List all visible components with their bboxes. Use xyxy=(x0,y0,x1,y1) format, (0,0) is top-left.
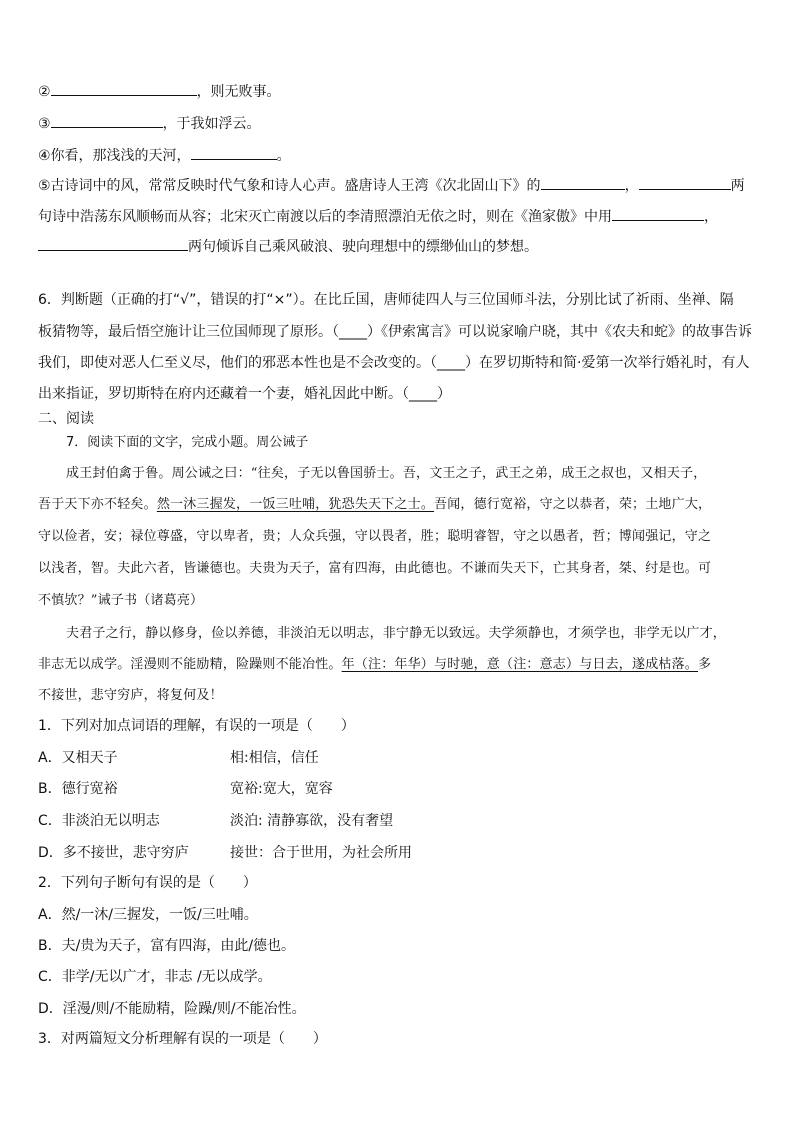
option-text: B．德行宽裕 xyxy=(38,781,118,797)
question-1-stem: 1．下列对加点词语的理解，有误的一项是（ ） xyxy=(38,718,355,734)
line-text: ⑤古诗词中的风，常常反映时代气象和诗人心声。盛唐诗人王湾《次北固山下》的 xyxy=(38,178,541,194)
answer-blank[interactable] xyxy=(639,176,731,190)
item-number: ② xyxy=(38,84,51,100)
fill-line-5c xyxy=(38,237,758,257)
fill-line-4 xyxy=(38,146,758,166)
passage1-line-3: 守以俭者，安；禄位尊盛，守以卑者，贵；人众兵强，守以畏者，胜；聪明睿智，守之以愚者，哲；博闻强记，守之 xyxy=(38,529,712,544)
q2-option-d[interactable]: D．淫漫/则/不能励精，险躁/则/不能冶性。 xyxy=(38,1001,306,1017)
line-text: 。 xyxy=(276,148,291,164)
passage2-line-1: 夫君子之行，静以修身，俭以养德，非淡泊无以明志，非宁静无以致远。夫学须静也，才须学也，非学无以广才， xyxy=(66,626,727,641)
q1-option-d[interactable] xyxy=(38,843,758,863)
underlined-sentence: 年（注：年华）与时驰，意（注：意志）与日去，遂成枯落。 xyxy=(341,657,699,672)
option-text: A．又相天子 xyxy=(38,750,118,766)
passage-text: 多 xyxy=(698,657,712,672)
fill-line-3 xyxy=(38,114,758,134)
line-text: ，则无败事。 xyxy=(196,84,281,100)
passage-text: 吾闻，德行宽裕，守之以恭者，荣；土地广大， xyxy=(434,497,712,512)
line-text: 两 xyxy=(730,178,745,194)
passage1-line-1: 成王封伯禽于鲁。周公诫之曰：“往矣，子无以鲁国骄士。吾，文王之子，武王之弟，成王之叔也，又相天子， xyxy=(66,466,707,481)
answer-blank[interactable] xyxy=(38,237,188,251)
question-7-title: 7．阅读下面的文字，完成小题。周公诫子 xyxy=(66,435,309,450)
q2-option-c[interactable]: C．非学/无以广才，非志 /无以成学。 xyxy=(38,969,272,985)
fill-line-5a xyxy=(38,176,758,196)
option-explanation: 宽裕:宽大，宽容 xyxy=(230,781,333,797)
answer-blank[interactable] xyxy=(612,207,704,221)
option-text: D．多不接世，悲守穷庐 xyxy=(38,845,189,861)
option-explanation: 接世：合于世用，为社会所用 xyxy=(230,845,412,861)
line-text: ，于我如浮云。 xyxy=(162,116,261,132)
passage-text: 非志无以成学。淫漫则不能励精，险躁则不能冶性。 xyxy=(38,657,342,672)
passage1-line-5: 不慎欤？”诫子书（诸葛亮） xyxy=(38,593,204,608)
option-text: C．非淡泊无以明志 xyxy=(38,813,160,829)
answer-blank[interactable] xyxy=(191,146,277,160)
line-text: ， xyxy=(624,178,639,194)
answer-blank[interactable] xyxy=(541,176,625,190)
fill-line-2 xyxy=(38,82,758,102)
passage-text: 吾于天下亦不轻矣。 xyxy=(38,497,157,512)
fill-line-5b xyxy=(38,207,758,227)
q1-option-b[interactable] xyxy=(38,779,758,799)
line-text: 句诗中浩荡东风顺畅而从容；北宋灭亡南渡以后的李清照漂泊无依之时，则在《渔家傲》中用 xyxy=(38,209,612,225)
q2-option-a[interactable]: A．然/一沐/三握发，一饭/三吐哺。 xyxy=(38,907,258,923)
passage1-line-4: 以浅者，智。夫此六者，皆谦德也。夫贵为天子，富有四海，由此德也。不谦而失天下，亡其身者，桀、纣是也。可 xyxy=(38,561,712,576)
underlined-sentence: 然一沐三握发，一饭三吐哺，犹恐失天下之士。 xyxy=(156,497,435,512)
passage1-line-2 xyxy=(38,495,758,515)
judge-line-2: 板猜物等，最后悟空施计让三位国师现了原形。（____）《伊索寓言》可以说家喻户晓，其中《农夫和蛇》的故事告诉 xyxy=(38,324,752,340)
line-text: ④你看，那浅浅的天河， xyxy=(38,148,191,164)
q1-option-a[interactable] xyxy=(38,748,758,768)
passage2-line-2 xyxy=(38,655,758,675)
answer-blank[interactable] xyxy=(51,114,163,128)
line-text: 两句倾诉自己乘风破浪、驶向理想中的缥缈仙山的梦想。 xyxy=(188,239,538,255)
judge-line-3: 我们，即使对恶人仁至义尽，他们的邪恶本性也是不会改变的。（____）在罗切斯特和简·爱第一次举行婚礼时，有人 xyxy=(38,355,750,371)
item-number: ③ xyxy=(38,116,51,132)
judge-line-4: 出来指证，罗切斯特在府内还藏着一个妻，婚礼因此中断。（____） xyxy=(38,386,451,402)
option-explanation: 相:相信，信任 xyxy=(230,750,319,766)
q1-option-c[interactable] xyxy=(38,811,758,831)
option-explanation: 淡泊: 清静寡欲，没有奢望 xyxy=(230,813,394,829)
judge-line-1: 6．判断题（正确的打“√”，错误的打“×”）。在比丘国，唐师徒四人与三位国师斗法，分别比试了祈雨、坐禅、隔 xyxy=(38,292,734,308)
line-text: ， xyxy=(704,209,718,225)
question-3-stem: 3．对两篇短文分析理解有误的一项是（ ） xyxy=(38,1031,327,1047)
section-heading: 二、阅读 xyxy=(38,411,94,427)
answer-blank[interactable] xyxy=(51,82,197,96)
q2-option-b[interactable]: B．夫/贵为天子，富有四海，由此/德也。 xyxy=(38,938,296,954)
question-2-stem: 2．下列句子断句有误的是（ ） xyxy=(38,875,257,891)
passage2-line-3: 不接世，悲守穷庐，将复何及！ xyxy=(38,688,223,703)
